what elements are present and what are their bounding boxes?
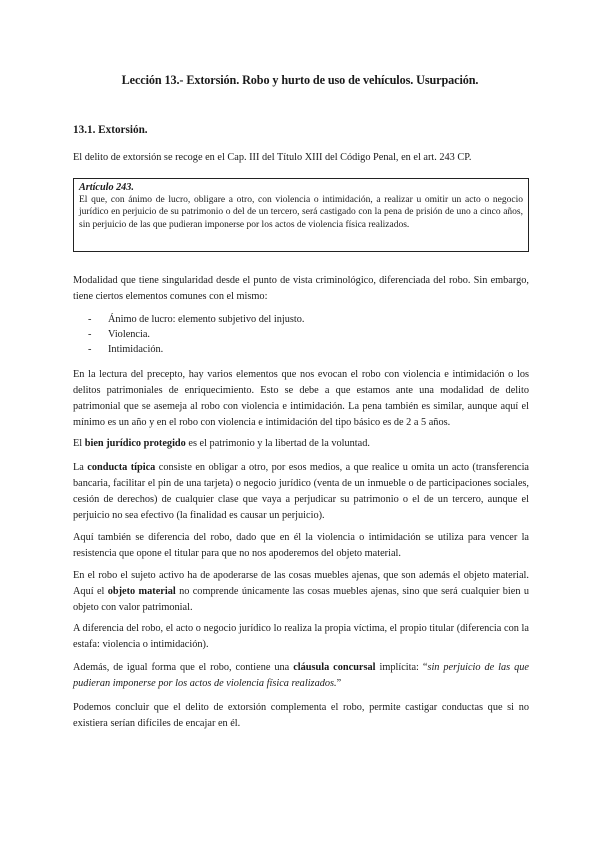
bold-term: conducta típica	[87, 462, 156, 473]
elements-list	[88, 313, 304, 357]
bold-term: bien jurídico protegido	[84, 438, 186, 449]
paragraph-diferencia: Aquí también se diferencia del robo, dado que en él la violencia o intimidación se utiliza para vencer la resistencia que opone el titular para que no nos apoderemos del objeto material.	[73, 532, 529, 559]
paragraph-modalidad: Modalidad que tiene singularidad desde el punto de vista criminológico, diferenciada del robo. Sin embargo, tiene ciertos elementos comunes con el mismo:	[73, 275, 529, 302]
paragraph-clausula: Además, de igual forma que el robo, contiene una cláusula concursal implícita: “sin perjuicio de las que pudieran imponerse por los actos de violencia física realizados.”	[73, 662, 530, 689]
paragraph-victima: A diferencia del robo, el acto o negocio jurídico lo realiza la propia víctima, el propio titular (diferencia con la estafa: violencia o intimidación).	[73, 623, 529, 650]
article-box	[73, 178, 529, 252]
paragraph-objeto: En el robo el sujeto activo ha de apoderarse de las cosas muebles ajenas, que son además el objeto material. Aquí el objeto material no comprende únicamente las cosas muebles ajenas, sino que será cualquier bien u objeto con valor patrimonial.	[73, 570, 529, 613]
paragraph-lectura: En la lectura del precepto, hay varios elementos que nos evocan el robo con violencia e intimidación o los delitos patrimoniales de enriquecimiento. Esto se debe a que estamos ante una modalidad de delito patrimonial que se asemeja al robo con violencia e intimidación. La pena también es similar, aunque aquí el mínimo es un año y en el robo con violencia e intimidación del tipo básico es de 2 a 5 años.	[73, 369, 529, 428]
list-item: - Ánimo de lucro: elemento subjetivo del injusto.	[88, 314, 305, 325]
section-heading: 13.1. Extorsión.	[73, 124, 148, 136]
paragraph-conducta: La conducta típica consiste en obligar a otro, por esos medios, a que realice u omita un acto (transferencia bancaria, facilitar el pin de una tarjeta) o negocio jurídico (venta de un inmueble o de participaciones sociales, cesión de derechos) de cualquier clase que vaya a perjudicar su patrimonio o el de un tercero, aunque el perjuicio no sea efectivo (la finalidad es causar un perjuicio).	[73, 462, 530, 521]
article-heading: Artículo 243.	[79, 182, 134, 193]
intro-paragraph: El delito de extorsión se recoge en el Cap. III del Título XIII del Código Penal, en el art. 243 CP.	[73, 152, 472, 163]
bold-term: cláusula concursal	[293, 662, 376, 673]
bold-term: objeto material	[107, 586, 176, 597]
paragraph-bien-juridico: El bien jurídico protegido es el patrimonio y la libertad de la voluntad.	[73, 438, 370, 449]
article-text: El que, con ánimo de lucro, obligare a otro, con violencia o intimidación, a realizar u omitir un acto o negocio jurídico en perjuicio de su patrimonio o del de un tercero, será castigado con la pena de prisión de uno a cinco años, sin perjuicio de las que pudieran imponerse por los actos de violencia física realizados.	[79, 195, 523, 230]
list-item: - Violencia.	[88, 328, 150, 340]
paragraph-conclusion: Podemos concluir que el delito de extorsión complementa el robo, permite castigar conductas que si no existiera serían difíciles de encajar en él.	[73, 702, 529, 729]
list-item: - Intimidación.	[88, 343, 164, 355]
quote-italic: sin perjuicio de las que pudieran imponerse por los actos de violencia física realizados.	[73, 662, 530, 689]
page-title: Lección 13.- Extorsión. Robo y hurto de uso de vehículos. Usurpación.	[121, 73, 479, 87]
